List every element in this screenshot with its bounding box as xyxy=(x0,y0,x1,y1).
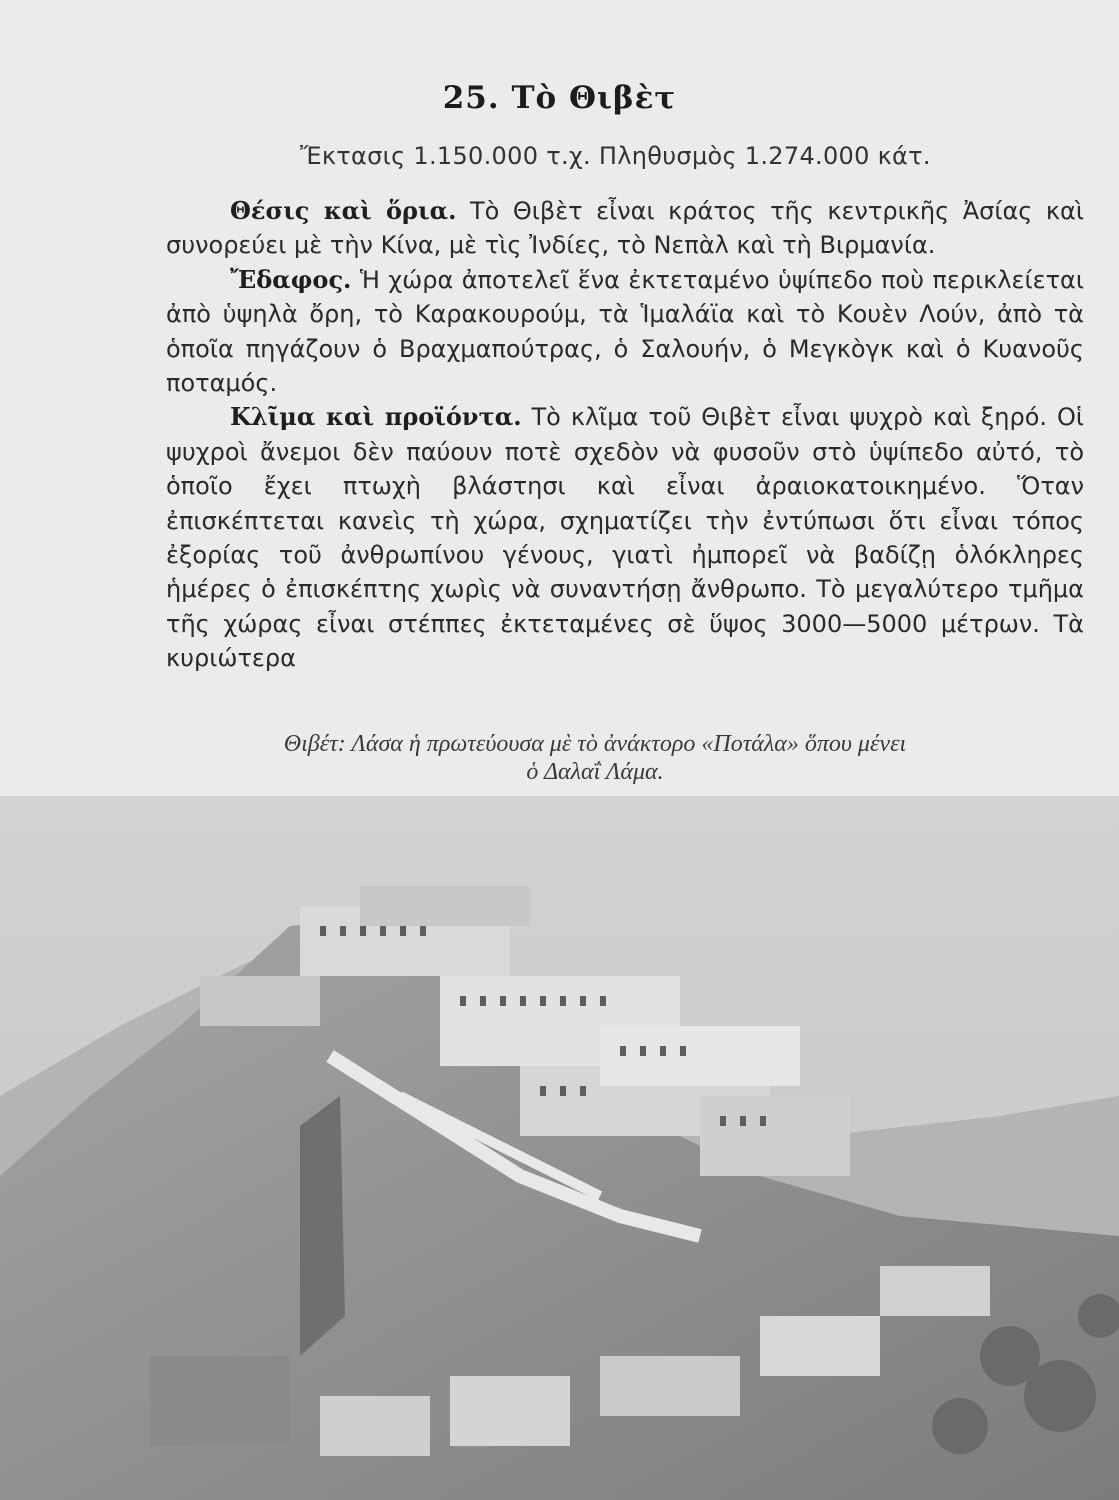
body-text xyxy=(166,194,1084,676)
paragraph-heading: Κλῖμα καὶ προϊόντα. xyxy=(230,402,522,432)
paragraph xyxy=(166,400,1084,675)
paragraph-text: Τὸ κλῖμα τοῦ Θιβὲτ εἶναι ψυχρὸ καὶ ξηρό. Οἱ ψυχροὶ ἄνεμοι δὲν παύουν ποτὲ σχεδὸν νὰ φυσοῦν στὸ ὑψίπεδο αὐτό, τὸ ὁποῖο ἔχει πτωχὴ βλάστησι καὶ εἶναι ἀραιοκατοικημένο. Ὅταν ἐπισκέπτεται κανεὶς τὴ χώρα, σχηματίζει τὴν ἐντύπωσι ὅτι εἶναι τόπος ἐξορίας τοῦ ἀνθρωπίνου γένους, γιατὶ ἠμπορεῖ νὰ βαδίζῃ ὁλόκληρες ἡμέρες ὁ ἐπισκέπτης χωρὶς νὰ συναντήσῃ ἄνθρωπο. Τὸ μεγαλύτερο τμῆμα τῆς χώρας εἶναι στέππες ἐκτεταμένες σὲ ὕψος 3000—5000 μέτρων. Τὰ κυριώτερα xyxy=(166,403,1085,673)
potala-palace-photo xyxy=(0,796,1119,1500)
paragraph xyxy=(166,194,1084,263)
figure-caption xyxy=(180,730,1010,786)
chapter-title: 25. Τὸ Θιβὲτ xyxy=(442,80,677,116)
paragraph xyxy=(166,263,1084,401)
hill-shadow xyxy=(300,1096,345,1356)
paragraph-text: Τὸ Θιβὲτ εἶναι κράτος τῆς κεντρικῆς Ἀσίας καὶ συνορεύει μὲ τὴν Κίνα, μὲ τὶς Ἰνδίες, τὸ Νεπὰλ καὶ τὴ Βιρμανία. xyxy=(166,197,1084,260)
caption-line: ὁ Δαλαΐ Λάμα. xyxy=(526,759,664,785)
paragraph-heading: Θέσις καὶ ὅρια. xyxy=(230,196,457,225)
paragraph-text: Ἡ χώρα ἀποτελεῖ ἕνα ἐκτεταμένο ὑψίπεδο ποὺ περικλείεται ἀπὸ ὑψηλὰ ὄρη, τὸ Καρακουρούμ, τὰ Ἱμαλάϊα καὶ τὸ Κουὲν Λούν, ἀπὸ τὰ ὁποῖα πηγάζουν ὁ Βραχμαπούτρας, ὁ Σαλουήν, ὁ Μεγκὸγκ καὶ ὁ Κυανοῦς ποταμός. xyxy=(166,265,1084,398)
caption-line: Θιβέτ: Λάσα ἡ πρωτεύουσα μὲ τὸ ἀνάκτορο «Ποτάλα» ὅπου μένει xyxy=(283,731,907,757)
paragraph-heading: Ἔδαφος. xyxy=(230,264,352,294)
area-population-line: Ἔκτασις 1.150.000 τ.χ. Πληθυσμὸς 1.274.000 κάτ. xyxy=(300,142,931,170)
